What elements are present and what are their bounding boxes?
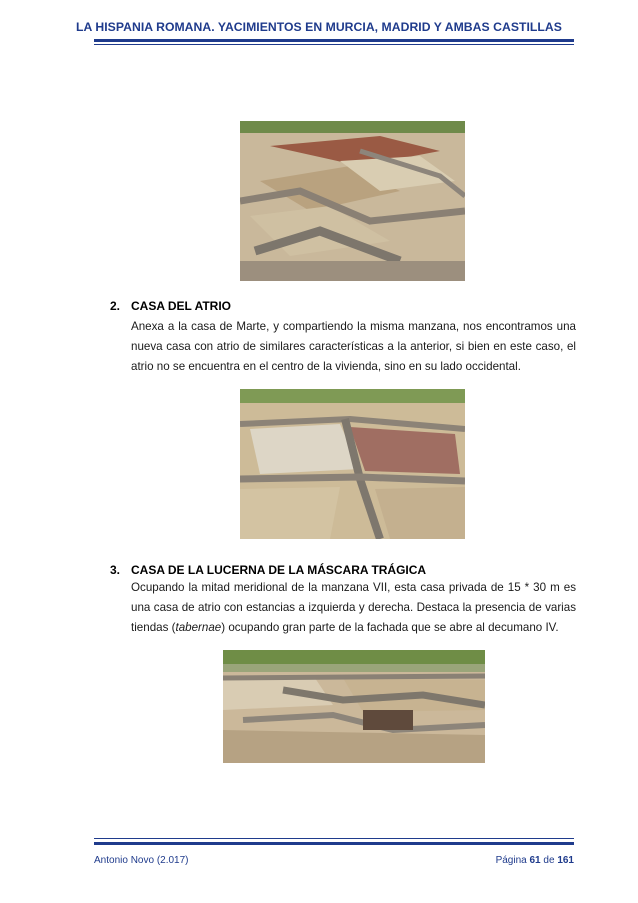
section-heading: CASA DEL ATRIO xyxy=(131,299,232,313)
paragraph-line: Anexa a la casa de Marte, y compartiendo la misma manzana, nos encontramos una xyxy=(131,320,576,333)
footer-author: Antonio Novo (2.017) xyxy=(94,855,189,866)
page-separator: de xyxy=(543,855,555,866)
footer-page-number xyxy=(496,855,574,866)
header-rule-thin xyxy=(94,44,574,45)
text-run-italic: tabernae xyxy=(175,621,222,634)
section-heading: CASA DE LA LUCERNA DE LA MÁSCARA TRÁGICA xyxy=(131,563,427,577)
paragraph-line: una casa de atrio con estancias a izquierda y derecha. Destaca la presencia de varias xyxy=(131,601,576,614)
photo-ruins-casa-de-marte xyxy=(240,121,465,281)
footer-rule-thick xyxy=(94,842,574,845)
page-header-title: LA HISPANIA ROMANA. YACIMIENTOS EN MURCIA, MADRID Y AMBAS CASTILLAS xyxy=(76,20,562,34)
text-run: ) ocupando gran parte de la fachada que se abre al decumano IV. xyxy=(221,621,559,634)
paragraph-casa-del-atrio xyxy=(131,317,576,377)
footer-rule-thin xyxy=(94,838,574,839)
page-total: 161 xyxy=(557,855,574,866)
paragraph-casa-lucerna xyxy=(131,578,576,638)
paragraph-line: atrio no se encuentra en el centro de la vivienda, sino en su lado occidental. xyxy=(131,360,521,373)
page-label: Página xyxy=(495,855,527,866)
paragraph-line: nueva casa con atrio de similares características a la anterior, si bien en este caso, el xyxy=(131,340,576,353)
photo-ruins-casa-lucerna xyxy=(223,650,485,763)
section-number: 2. xyxy=(110,299,121,313)
paragraph-line: Ocupando la mitad meridional de la manzana VII, esta casa privada de 15 * 30 m es xyxy=(131,581,576,594)
section-number: 3. xyxy=(110,563,121,577)
section-title-casa-del-atrio xyxy=(110,299,231,313)
paragraph-line xyxy=(131,618,576,638)
page-current: 61 xyxy=(529,855,541,866)
section-title-casa-lucerna xyxy=(110,563,426,577)
header-rule-thick xyxy=(94,39,574,42)
photo-ruins-casa-del-atrio xyxy=(240,389,465,539)
text-run: tiendas ( xyxy=(131,621,176,634)
